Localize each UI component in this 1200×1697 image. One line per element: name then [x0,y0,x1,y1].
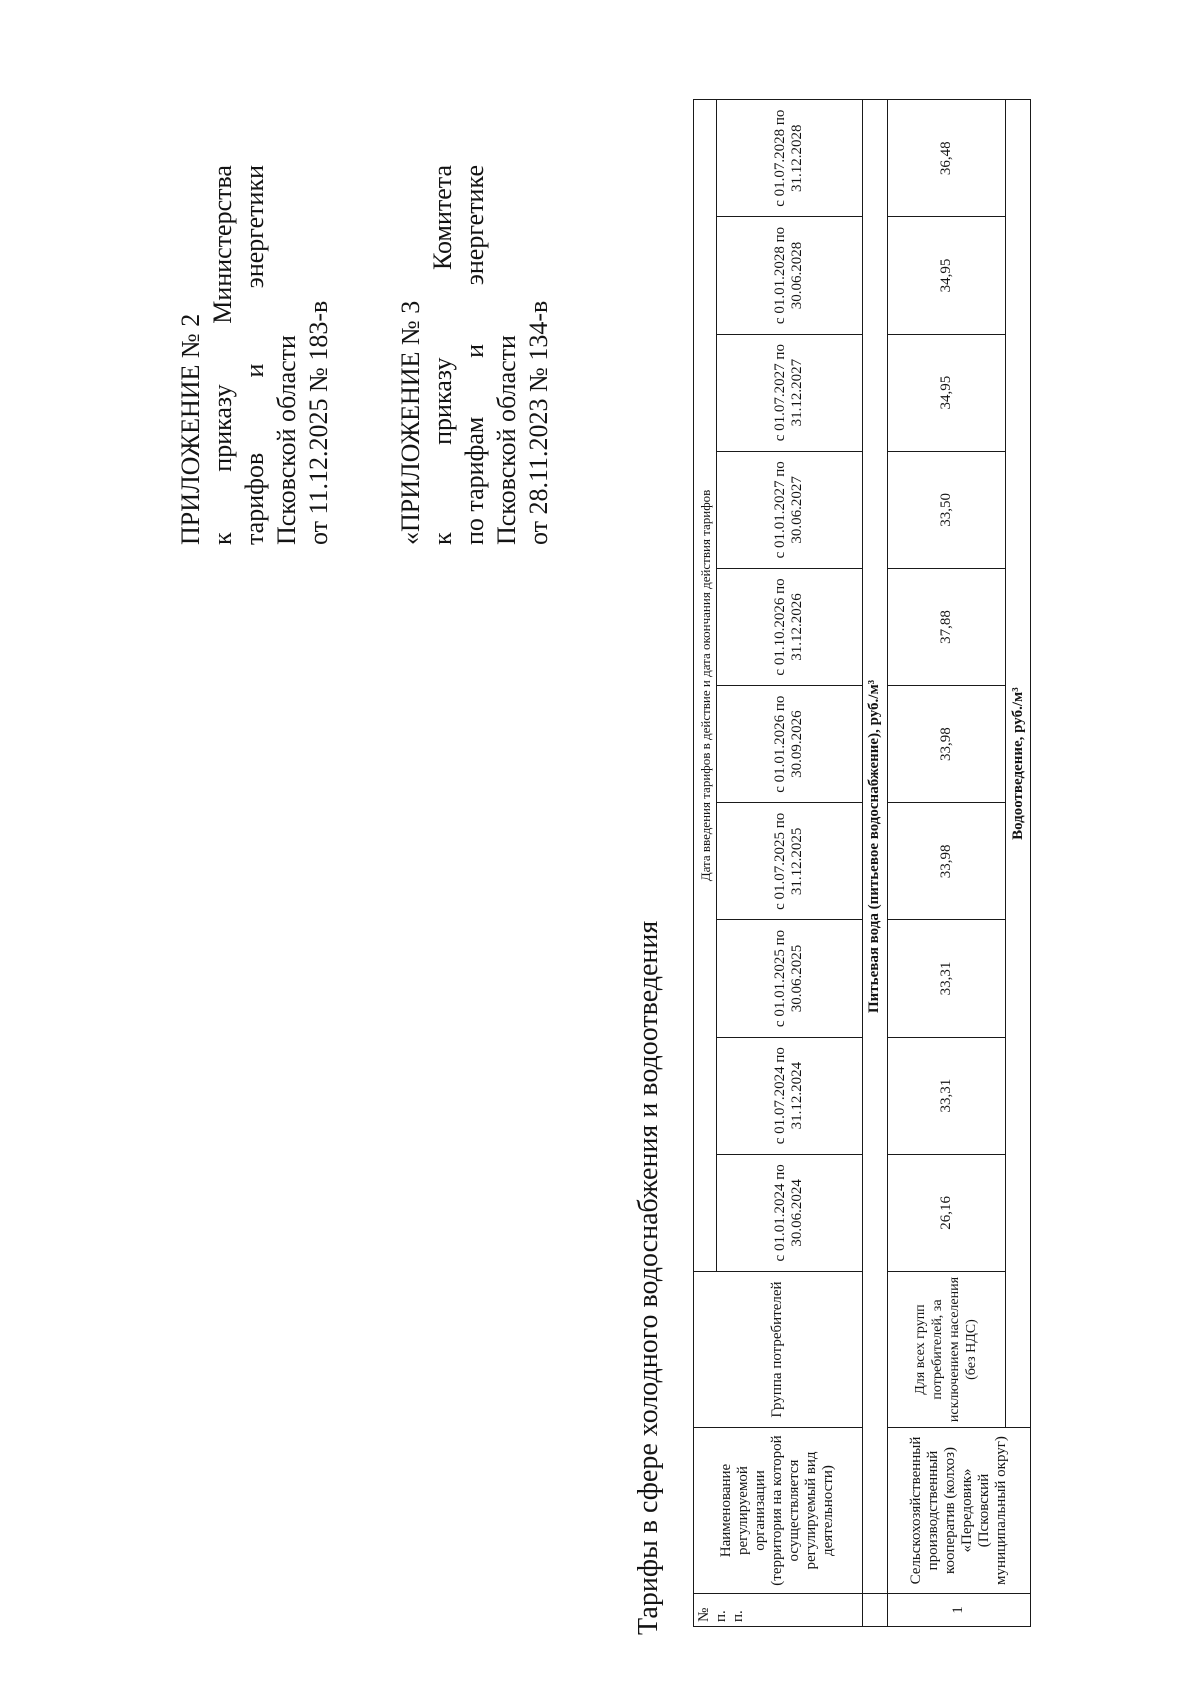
header-num: № п. п. [694,1593,863,1626]
word: к [208,532,237,545]
word: и [240,363,269,378]
header-period: с 01.01.2028 по 30.06.2028 [717,217,863,334]
section-water: Питьевая вода (питьевое водоснабжение), руб./м³ [862,100,887,1594]
word: к [428,532,457,545]
header-org: Наименование регулируемой организации (территория на которой осуществляется регулируемый вид деятельности) [694,1428,863,1594]
header-period: с 01.01.2027 по 30.06.2027 [717,451,863,568]
word: и [460,343,489,358]
section-sewer: Водоотведение, руб./м³ [1006,100,1031,1428]
header-period: с 01.01.2024 по 30.06.2024 [717,1154,863,1271]
row-group: Для всех групп потребителей, за исключением населения (без НДС) [887,1271,1005,1427]
tariff-value: 33,31 [887,920,1005,1037]
header-period: с 01.01.2025 по 30.06.2025 [717,920,863,1037]
word: энергетики [240,165,269,289]
tariff-table-wrap [693,99,1031,1627]
appendix-2-line4: от 11.12.2025 № 183-в [304,300,333,545]
header-period: с 01.07.2027 по 31.12.2027 [717,334,863,451]
word: приказу [428,357,457,445]
header-period: с 01.07.2025 по 31.12.2025 [717,803,863,920]
appendix-3-block [395,165,555,545]
word: энергетике [460,165,489,286]
appendix-2-title: ПРИЛОЖЕНИЕ № 2 [176,313,205,545]
word: приказу [208,384,237,472]
appendix-2-line3: Псковской области [272,335,301,545]
tariff-value: 37,88 [887,568,1005,685]
section-spacer [862,1593,887,1626]
tariff-value: 33,50 [887,451,1005,568]
header-group: Группа потребителей [694,1271,863,1427]
tariff-value: 33,98 [887,803,1005,920]
row-num: 1 [887,1593,1030,1626]
word: Комитета [428,165,457,271]
header-period: с 01.01.2026 по 30.09.2026 [717,686,863,803]
tariff-value: 33,98 [887,686,1005,803]
appendix-3-title: «ПРИЛОЖЕНИЕ № 3 [396,300,425,545]
tariff-value: 26,16 [887,1154,1005,1271]
row-org: Сельскохозяйственный производственный кооператив (колхоз) «Передовик» (Псковский муниципальный округ) [887,1428,1030,1594]
appendix-3-line3: Псковской области [492,335,521,545]
appendix-2-line1 [207,165,239,545]
tariff-table [693,99,1031,1627]
word: по тарифам [460,416,489,545]
tariff-value: 34,95 [887,217,1005,334]
tariff-value: 36,48 [887,100,1005,217]
word: Министерства [208,165,237,324]
header-dates-group: Дата введения тарифов в действие и дата окончания действия тарифов [694,100,717,1272]
tariff-value: 34,95 [887,334,1005,451]
appendix-3-line2 [459,165,491,545]
tariff-value: 33,31 [887,1037,1005,1154]
appendix-2-line2 [239,165,271,545]
appendix-2-block [175,165,335,545]
header-period: с 01.10.2026 по 31.12.2026 [717,568,863,685]
header-period: с 01.07.2028 по 31.12.2028 [717,100,863,217]
appendix-3-line1 [427,165,459,545]
table-title: Тарифы в сфере холодного водоснабжения и водоотведения [633,920,664,1635]
header-period: с 01.07.2024 по 31.12.2024 [717,1037,863,1154]
appendix-3-line4: от 28.11.2023 № 134-в [524,300,553,545]
word: тарифов [240,452,269,545]
